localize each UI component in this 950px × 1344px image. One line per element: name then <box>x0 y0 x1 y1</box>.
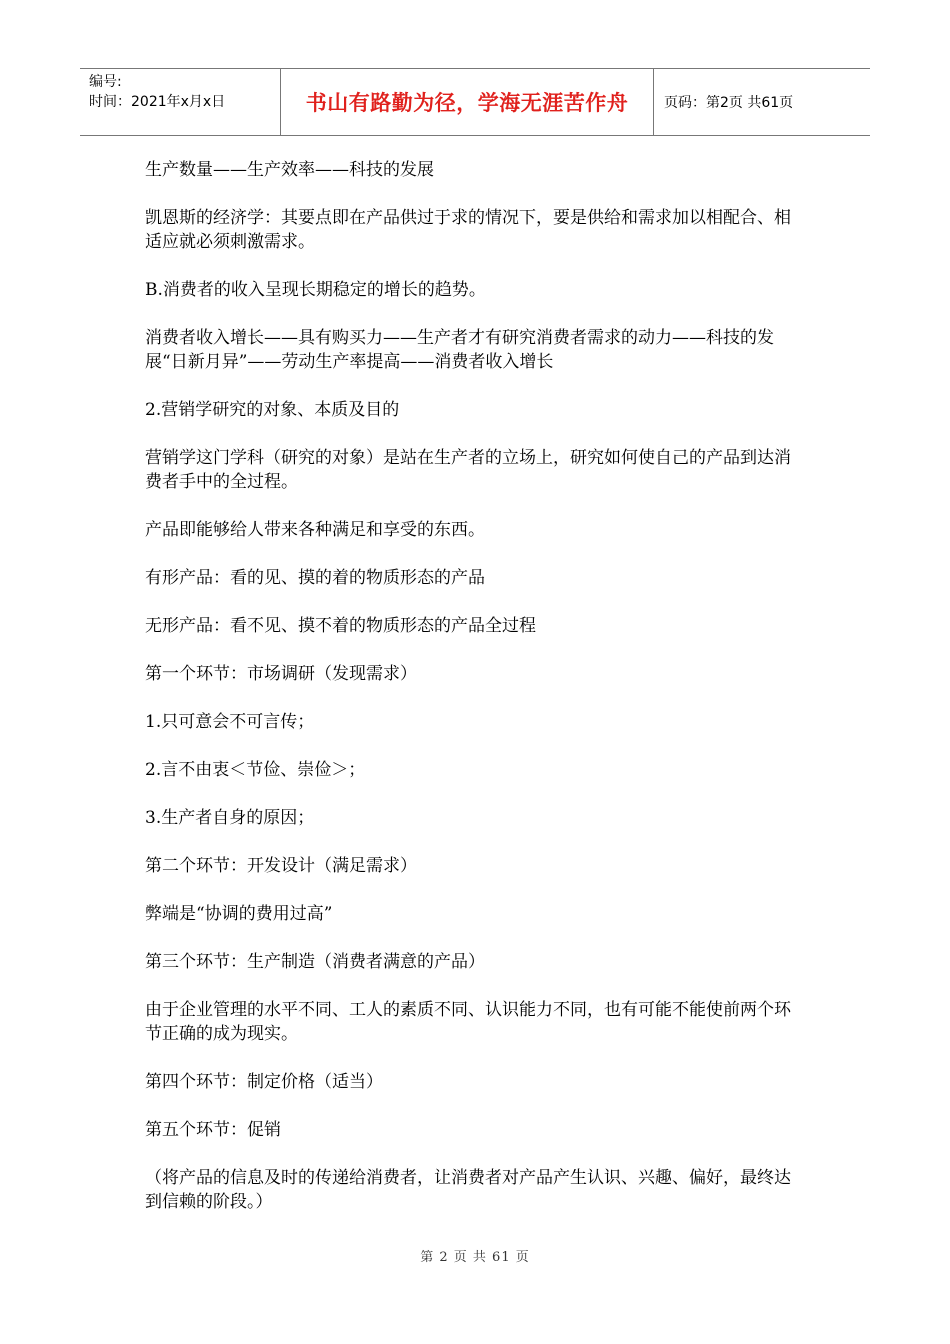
paragraph: 有形产品：看的见、摸的着的物质形态的产品 <box>145 568 485 588</box>
paragraph: 第五个环节：促销 <box>145 1120 281 1140</box>
paragraph: B.消费者的收入呈现长期稳定的增长的趋势。 <box>145 280 486 300</box>
paragraph: 由于企业管理的水平不同、工人的素质不同、认识能力不同，也有可能不能使前两个环节正确的成为现实。 <box>145 1000 791 1044</box>
list-item: 3.生产者自身的原因； <box>145 808 315 828</box>
paragraph: 弊端是“协调的费用过高” <box>145 904 333 924</box>
paragraph: 产品即能够给人带来各种满足和享受的东西。 <box>145 520 485 540</box>
paragraph: 消费者收入增长——具有购买力——生产者才有研究消费者需求的动力——科技的发展“日新月异”——劳动生产率提高——消费者收入增长 <box>145 328 774 372</box>
paragraph: 营销学这门学科（研究的对象）是站在生产者的立场上，研究如何使自己的产品到达消费者手中的全过程。 <box>145 448 791 492</box>
paragraph: 凯恩斯的经济学：其要点即在产品供过于求的情况下，要是供给和需求加以相配合、相适应就必须刺激需求。 <box>145 208 791 252</box>
paragraph: 第一个环节：市场调研（发现需求） <box>145 664 417 684</box>
header-motto: 书山有路勤为径，学海无涯苦作舟 <box>281 69 654 135</box>
page-footer: 第 2 页 共 61 页 <box>420 1250 530 1265</box>
paragraph: 第四个环节：制定价格（适当） <box>145 1072 383 1092</box>
section-heading: 2.营销学研究的对象、本质及目的 <box>145 400 400 420</box>
page-header <box>80 68 870 136</box>
document-number-label: 编号: <box>89 74 122 90</box>
paragraph: （将产品的信息及时的传递给消费者，让消费者对产品产生认识、兴趣、偏好，最终达到信赖的阶段。） <box>145 1168 791 1212</box>
paragraph: 第二个环节：开发设计（满足需求） <box>145 856 417 876</box>
list-item: 1.只可意会不可言传； <box>145 712 315 732</box>
header-page-info: 页码：第2页 共61页 <box>664 95 794 111</box>
paragraph: 无形产品：看不见、摸不着的物质形态的产品全过程 <box>145 616 536 636</box>
header-meta <box>80 69 281 135</box>
list-item: 2.言不由衷＜节俭、崇俭＞； <box>145 760 366 780</box>
document-body <box>145 158 805 1238</box>
paragraph: 生产数量——生产效率——科技的发展 <box>145 160 434 180</box>
paragraph: 第三个环节：生产制造（消费者满意的产品） <box>145 952 485 972</box>
document-time: 时间：2021年x月x日 <box>89 94 226 110</box>
